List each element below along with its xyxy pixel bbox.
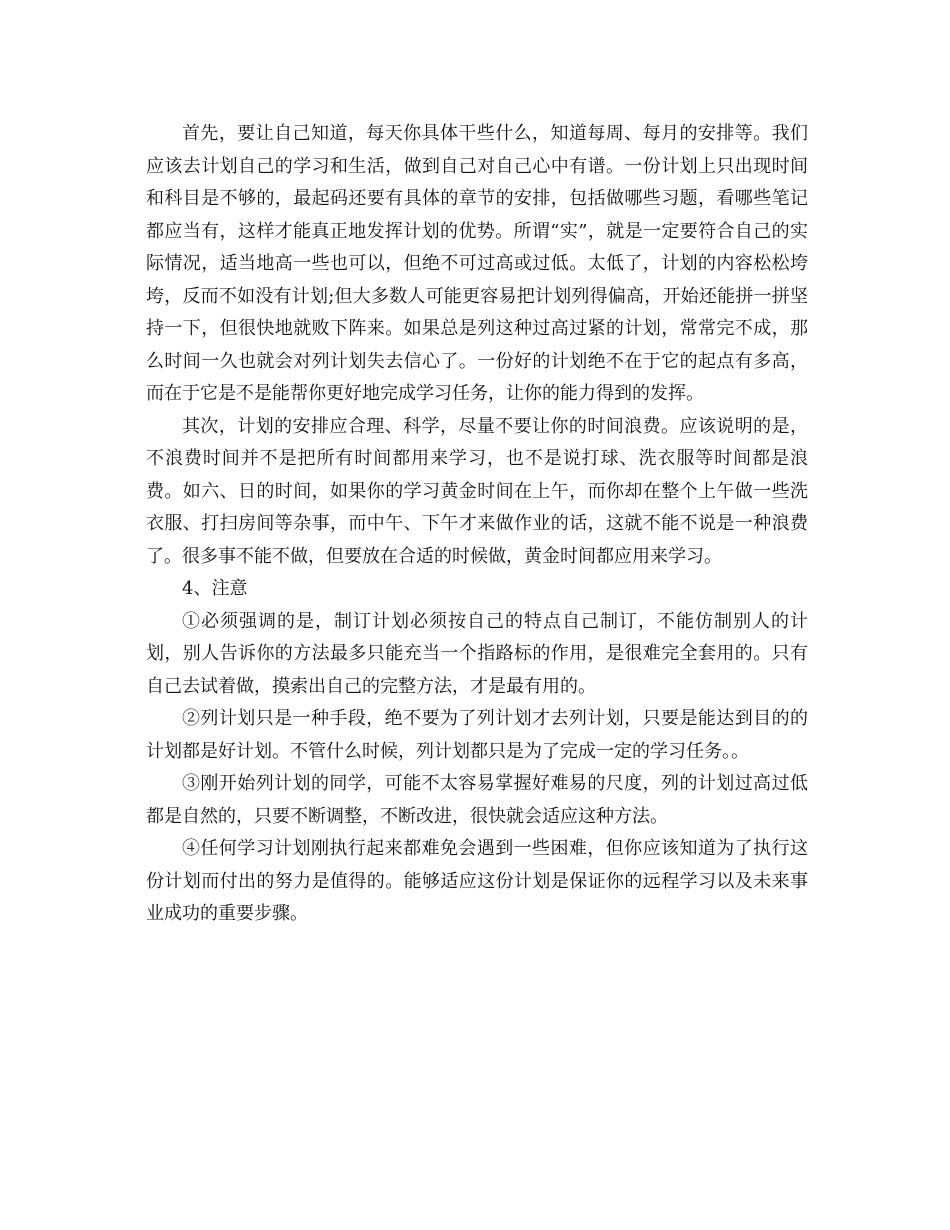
paragraph-plan-specifics: 首先，要让自己知道，每天你具体干些什么，知道每周、每月的安排等。我们应该去计划自己的学习和生活，做到自己对自己心中有谱。一份计划上只出现时间和科目是不够的，最起码还要有具体的章节的安排，包括做哪些习题，看哪些笔记都应当有，这样才能真正地发挥计划的优势。所谓“实”，就是一定要符合自己的实际情况，适当地高一些也可以，但绝不可过高或过低。太低了，计划的内容松松垮垮，反而不如没有计划;但大多数人可能更容易把计划列得偏高，开始还能拼一拼坚持一下，但很快地就败下阵来。如果总是列这种过高过紧的计划，常常完不成，那么时间一久也就会对列计划失去信心了。一份好的计划绝不在于它的起点有多高，而在于它是不是能帮你更好地完成学习任务，让你的能力得到的发挥。 [146, 123, 808, 404]
note-item-2: ②列计划只是一种手段，绝不要为了列计划才去列计划，只要是能达到目的的计划都是好计划。不管什么时候，列计划都只是为了完成一定的学习任务。。 [146, 708, 808, 762]
section-heading-notes: 4、注意 [182, 578, 248, 599]
paragraph-reasonable-schedule: 其次，计划的安排应合理、科学，尽量不要让你的时间浪费。应该说明的是，不浪费时间并不是把所有时间都用来学习，也不是说打球、洗衣服等时间都是浪费。如六、日的时间，如果你的学习黄金时间在上午，而你却在整个上午做一些洗衣服、打扫房间等杂事，而中午、下午才来做作业的话，这就不能不说是一种浪费了。很多事不能不做，但要放在合适的时候做，黄金时间都应用来学习。 [146, 415, 808, 567]
note-item-1: ①必须强调的是，制订计划必须按自己的特点自己制订，不能仿制别人的计划，别人告诉你的方法最多只能充当一个指路标的作用，是很难完全套用的。只有自己去试着做，摸索出自己的完整方法，才是最有用的。 [146, 610, 808, 697]
note-item-4: ④任何学习计划刚执行起来都难免会遇到一些困难，但你应该知道为了执行这份计划而付出的努力是值得的。能够适应这份计划是保证你的远程学习以及未来事业成功的重要步骤。 [146, 838, 808, 924]
document-body [146, 118, 808, 931]
note-item-3: ③刚开始列计划的同学，可能不太容易掌握好难易的尺度，列的计划过高过低都是自然的，只要不断调整，不断改进，很快就会适应这种方法。 [146, 773, 808, 827]
